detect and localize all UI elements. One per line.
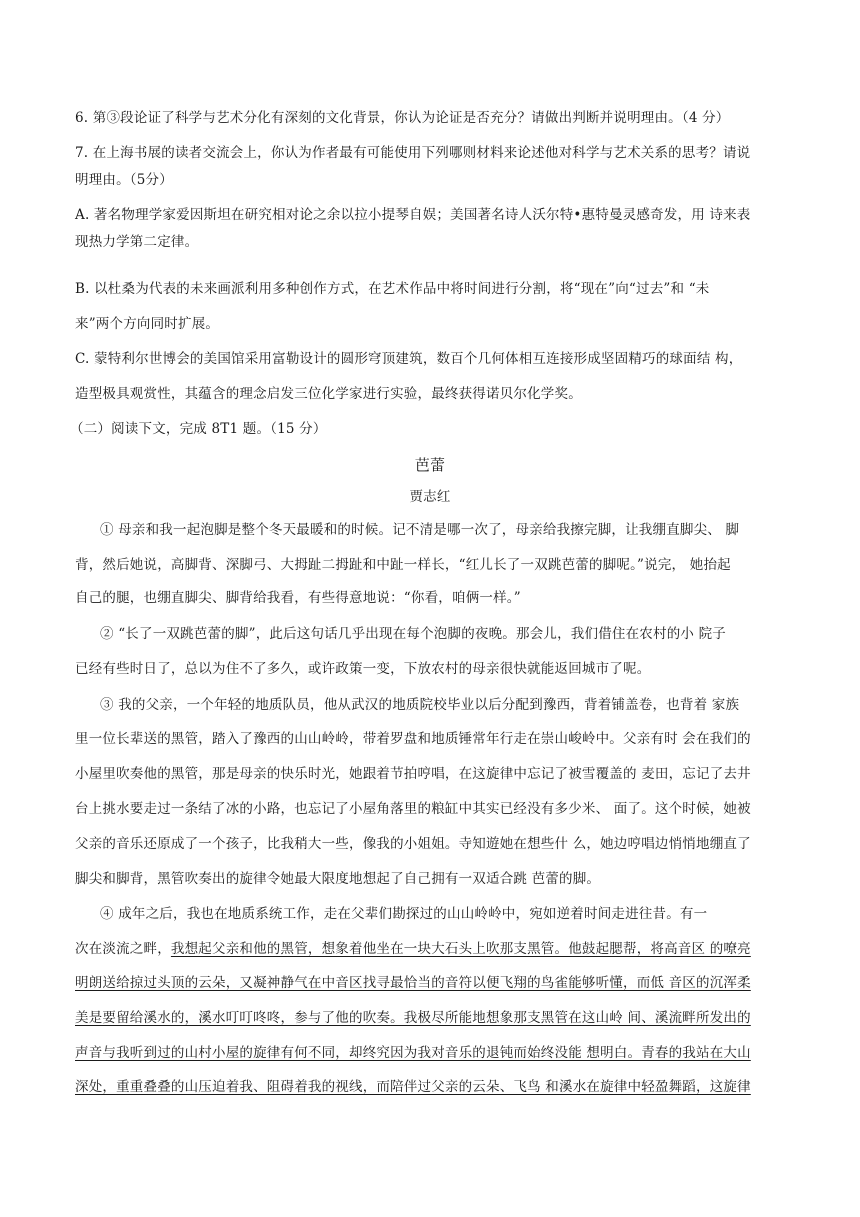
paragraph-3-line-6: 脚尖和脚背，黑管吹奏出的旋律令她最大限度地想起了自己拥有一双适合跳 芭蕾的脚。 [75, 871, 601, 887]
paragraph-4-line-1: ④ 成年之后，我也在地质系统工作，走在父辈们勘探过的山山岭岭中，宛如逆着时间走进往昔。有一 [100, 906, 708, 922]
paragraph-3-line-5: 父亲的音乐还原成了一个孩子，比我稍大一些，像我的小姐姐。寺知遊她在想些什 么，她边哼唱边悄悄地绷直了 [75, 836, 751, 852]
underlined-passage-line-3: 明朗送给掠过头顶的云朵，又凝神静气在中音区找寻最恰当的音符以便飞翔的鸟雀能够听懂，而低 音区的沉浑柔 [75, 975, 751, 991]
option-b-line-1: B. 以杜桑为代表的未来画派利用多种创作方式，在艺术作品中将时间进行分割，将“现在”向“过去”和 “未 [75, 281, 710, 297]
question-7-line-2: 明理由。（5分） [75, 172, 173, 188]
option-c-line-2: 造型极具观赏性，其蕴含的理念启发三位化学家进行实验，最终获得诺贝尔化学奖。 [75, 386, 582, 402]
paragraph-3-line-2: 里一位长辈送的黑管，踏入了豫西的山山岭岭，带着罗盘和地质锤常年行走在崇山峻岭中。父亲有时 会在我们的 [75, 731, 751, 747]
option-a-line-2: 现热力学第二定律。 [75, 234, 199, 250]
underlined-passage-line-4: 美是要留给溪水的，溪水叮叮咚咚，参与了他的吹奏。我极尽所能地想象那支黑管在这山岭 间、溪流畔所发出的 [75, 1010, 751, 1026]
question-7-line-1: 7. 在上海书展的读者交流会上，你认为作者最有可能使用下列哪则材料来论述他对科学与艺术关系的思考？请说 [75, 145, 751, 161]
article-title: 芭蕾 [414, 456, 446, 474]
paragraph-1-line-1: ① 母亲和我一起泡脚是整个冬天最暖和的时候。记不清是哪一次了，母亲给我擦完脚，让我绷直脚尖、 脚 [100, 522, 740, 538]
underlined-passage-start: 我想起父亲和他的黑管，想象着他坐在一块大石头上吹那支黑管。他鼓起腮帮，将高音区 的嘹亮 [170, 941, 751, 957]
paragraph-2-line-1: ② “长了一双跳芭蕾的脚”，此后这句话几乎出现在每个泡脚的夜晚。那会儿，我们借住在农村的小 院子 [100, 626, 726, 642]
paragraph-3-line-1: ③ 我的父亲，一个年轻的地质队员，他从武汉的地质院校毕业以后分配到豫西，背着铺盖卷，也背着 家族 [100, 697, 740, 713]
option-b-line-2: 来”两个方向同时扩展。 [75, 316, 220, 332]
article-author: 贾志红 [409, 489, 451, 505]
paragraph-3-line-3: 小屋里吹奏他的黑管，那是母亲的快乐时光，她跟着节拍哼唱，在这旋律中忘记了被雪覆盖的 麦田，忘记了去井 [75, 766, 751, 782]
underlined-passage-line-6: 深处，重重叠叠的山压迫着我、阻碍着我的视线，而陪伴过父亲的云朵、飞鸟 和溪水在旋律中轻盈舞蹈，这旋律 [75, 1079, 751, 1095]
section-heading: （二）阅读下文，完成 8T1 题。（15 分） [70, 421, 327, 437]
paragraph-4-line-2-plain: 次在淡流之畔， [75, 941, 171, 957]
paragraph-4-line-2 [75, 939, 790, 959]
option-a-line-1: A. 著名物理学家爱因斯坦在研究相对论之余以拉小提琴自娱；美国著名诗人沃尔特•惠特曼灵感奇发，用 诗来表 [75, 207, 751, 223]
option-c-line-1: C. 蒙特利尔世博会的美国馆采用富勒设计的圆形穹顶建筑，数百个几何体相互连接形成坚固精巧的球面结 构， [75, 351, 743, 367]
underlined-passage-line-5: 声音与我听到过的山村小屋的旋律有何不同，却终究因为我对音乐的退钝而始终没能 想明白。青春的我站在大山 [75, 1045, 751, 1061]
question-6: 6. 第③段论证了科学与艺术分化有深刻的文化背景，你认为论证是否充分？请做出判断并说明理由。（4 分） [75, 110, 730, 126]
paragraph-2-line-2: 已经有些时日了，总以为住不了多久，或许政策一变，下放农村的母亲很快就能返回城市了呢。 [75, 661, 651, 677]
paragraph-1-line-3: 自己的腿，也绷直脚尖、脚背给我看，有些得意地说：“你看，咱俩一样。” [75, 590, 521, 606]
paragraph-3-line-4: 台上挑水要走过一条结了冰的小路，也忘记了小屋角落里的粮缸中其实已经没有多少米、 面了。这个时候，她被 [75, 801, 751, 817]
paragraph-1-line-2: 背，然后她说，高脚背、深脚弓、大拇趾二拇趾和中趾一样长，“红儿长了一双跳芭蕾的脚呢。”说完， 她抬起 [75, 557, 731, 573]
